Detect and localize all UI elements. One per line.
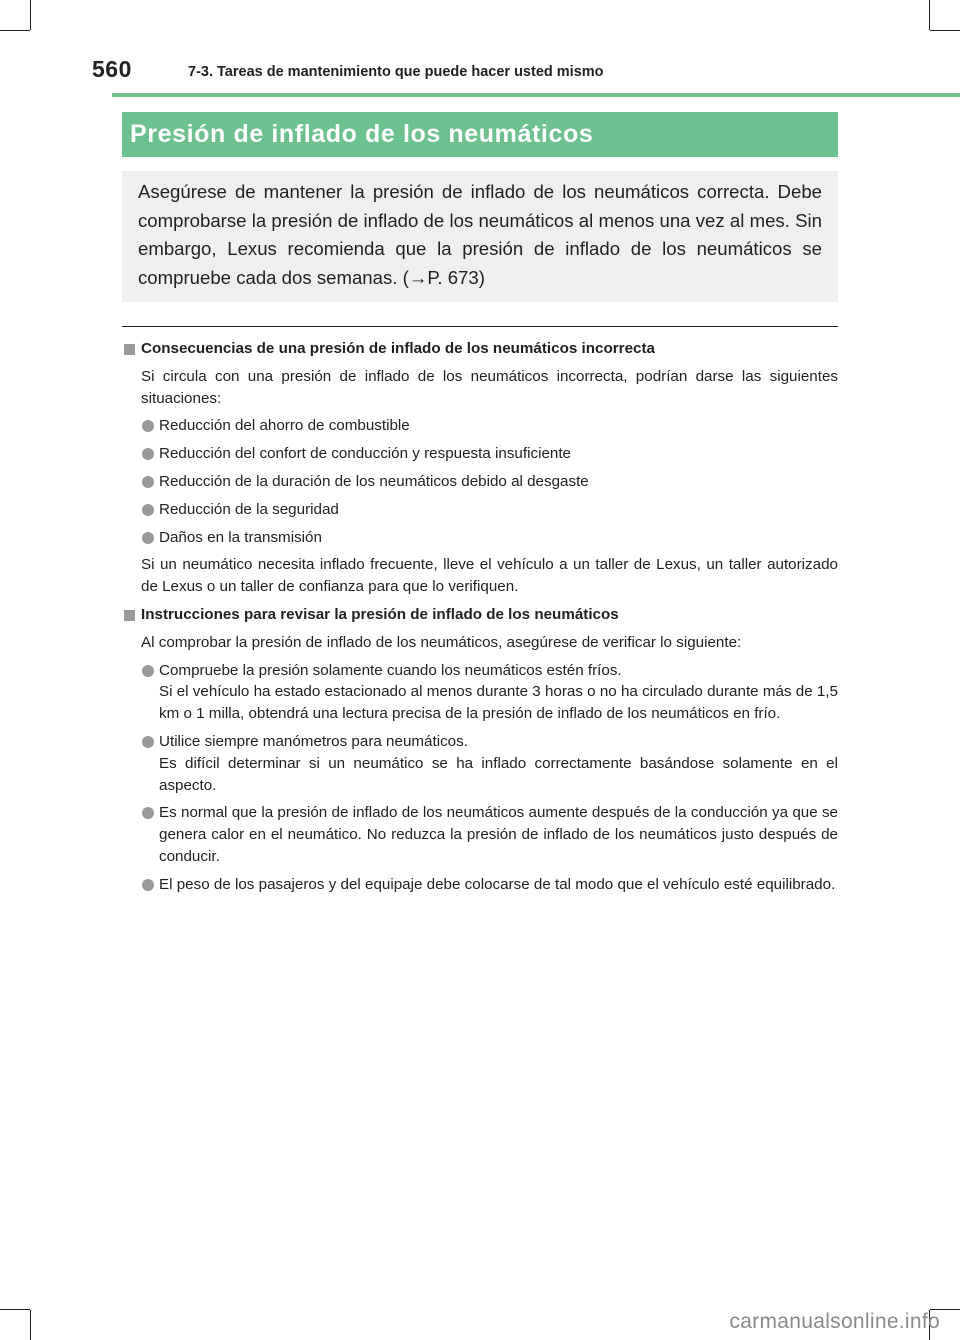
title-bar bbox=[122, 112, 838, 157]
section-heading: Instrucciones para revisar la presión de inflado de los neumáticos bbox=[122, 604, 838, 626]
square-bullet-icon bbox=[124, 344, 135, 355]
section-heading: Consecuencias de una presión de inflado de los neumáticos incorrecta bbox=[122, 338, 838, 360]
list-item: Daños en la transmisión bbox=[141, 527, 838, 549]
circle-bullet-icon bbox=[142, 476, 154, 488]
list-item: El peso de los pasajeros y del equipaje debe colocarse de tal modo que el vehículo esté equilibrado. bbox=[141, 874, 838, 896]
watermark: carmanualsonline.info bbox=[729, 1310, 940, 1333]
square-bullet-icon bbox=[124, 610, 135, 621]
section-closing: Si un neumático necesita inflado frecuente, lleve el vehículo a un taller de Lexus, un taller autorizado de Lexus o un taller de confianza para que lo verifiquen. bbox=[141, 556, 838, 596]
crop-mark bbox=[930, 30, 960, 31]
page-header bbox=[92, 56, 852, 88]
intro-box bbox=[122, 171, 838, 302]
crop-mark bbox=[0, 30, 30, 31]
circle-bullet-icon bbox=[142, 807, 154, 819]
page-title: Presión de inflado de los neumáticos bbox=[130, 120, 594, 148]
crop-mark bbox=[0, 1309, 30, 1310]
section-label: 7-3. Tareas de mantenimiento que puede hacer usted mismo bbox=[188, 64, 604, 80]
list-item: Reducción de la seguridad bbox=[141, 499, 838, 521]
content bbox=[122, 338, 838, 902]
list-item: Reducción del confort de conducción y respuesta insuficiente bbox=[141, 443, 838, 465]
circle-bullet-icon bbox=[142, 879, 154, 891]
circle-bullet-icon bbox=[142, 448, 154, 460]
circle-bullet-icon bbox=[142, 665, 154, 677]
circle-bullet-icon bbox=[142, 736, 154, 748]
section-intro: Si circula con una presión de inflado de los neumáticos incorrecta, podrían darse las siguientes situaciones: bbox=[141, 367, 838, 407]
list-item: Reducción de la duración de los neumáticos debido al desgaste bbox=[141, 471, 838, 493]
list-item: Reducción del ahorro de combustible bbox=[141, 415, 838, 437]
circle-bullet-icon bbox=[142, 504, 154, 516]
list-item: Utilice siempre manómetros para neumáticos. Es difícil determinar si un neumático se ha inflado correctamente basándose solamente en el aspecto. bbox=[141, 731, 838, 796]
circle-bullet-icon bbox=[142, 532, 154, 544]
crop-mark bbox=[30, 1310, 31, 1340]
section-intro: Al comprobar la presión de inflado de los neumáticos, asegúrese de verificar lo siguiente: bbox=[141, 633, 742, 651]
crop-mark bbox=[30, 0, 31, 30]
list-item: Es normal que la presión de inflado de los neumáticos aumente después de la conducción ya que se genera calor en el neumático. No reduzca la presión de inflado de los neumáticos justo después de conducir. bbox=[141, 802, 838, 867]
header-rule bbox=[112, 93, 960, 97]
intro-text: Asegúrese de mantener la presión de inflado de los neumáticos correcta. Debe comprobarse la presión de inflado de los neumáticos al menos una vez al mes. Sin embargo, Lexus recomienda que la presión de inflado de los neumáticos se compruebe cada dos semanas. (→P. 673) bbox=[138, 181, 822, 288]
circle-bullet-icon bbox=[142, 420, 154, 432]
divider bbox=[122, 326, 838, 327]
page-number: 560 bbox=[92, 56, 132, 82]
list-item: Compruebe la presión solamente cuando los neumáticos estén fríos. Si el vehículo ha estado estacionado al menos durante 3 horas o no ha circulado durante más de 1,5 km o 1 milla, obtendrá una lectura precisa de la presión de inflado de los neumáticos en frío. bbox=[141, 660, 838, 725]
crop-mark bbox=[929, 0, 930, 30]
